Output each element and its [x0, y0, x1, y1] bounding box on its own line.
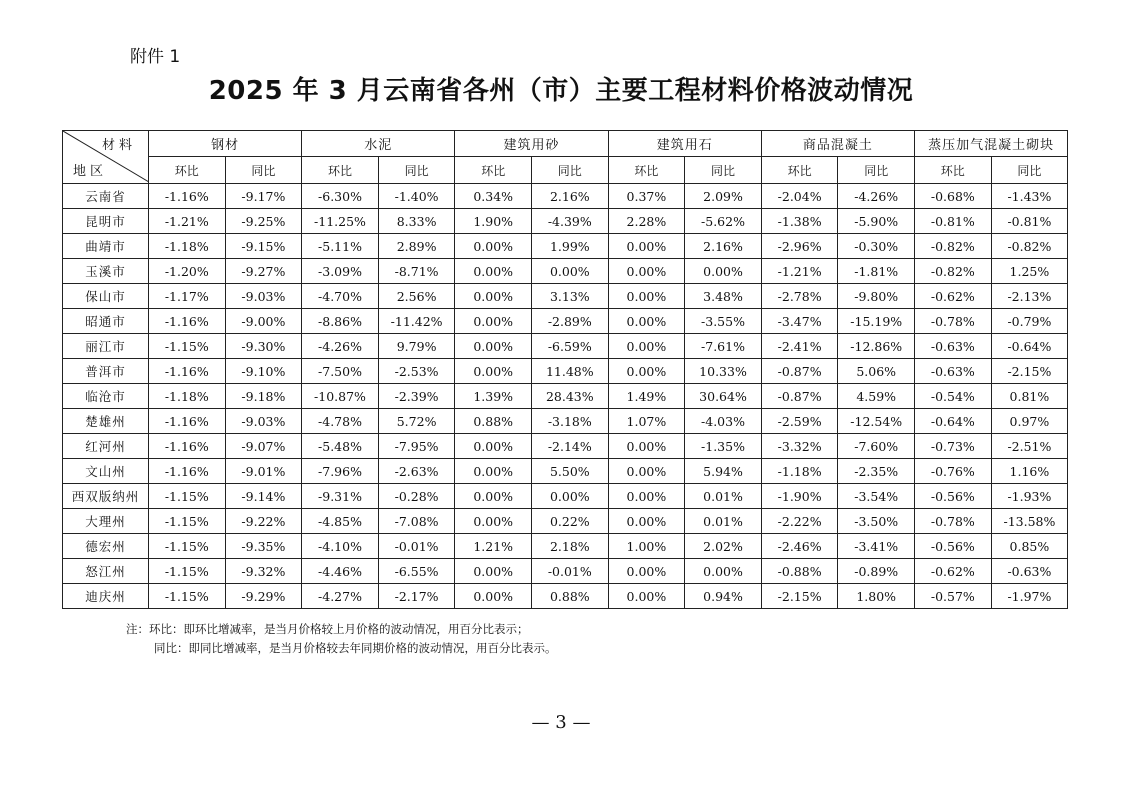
mom-value-cell: -0.82% — [915, 234, 992, 259]
yoy-value-cell: -7.08% — [378, 509, 455, 534]
sub-header-row — [63, 157, 1068, 184]
yoy-value-cell: 5.94% — [685, 459, 762, 484]
yoy-value-cell: -0.30% — [838, 234, 915, 259]
yoy-value-cell: -9.03% — [225, 409, 302, 434]
table-row — [63, 584, 1068, 609]
mom-value-cell: -0.73% — [915, 434, 992, 459]
yoy-value-cell: -13.58% — [991, 509, 1068, 534]
mom-value-cell: 1.07% — [608, 409, 685, 434]
yoy-value-cell: 0.00% — [685, 259, 762, 284]
yoy-value-cell: -1.81% — [838, 259, 915, 284]
table-row — [63, 559, 1068, 584]
mom-value-cell: -2.22% — [761, 509, 838, 534]
region-cell: 保山市 — [63, 284, 149, 309]
mom-value-cell: -3.47% — [761, 309, 838, 334]
yoy-value-cell: 2.02% — [685, 534, 762, 559]
yoy-value-cell: -15.19% — [838, 309, 915, 334]
mom-value-cell: -1.18% — [761, 459, 838, 484]
material-header: 商品混凝土 — [761, 131, 914, 157]
yoy-value-cell: -5.90% — [838, 209, 915, 234]
yoy-value-cell: -0.63% — [991, 559, 1068, 584]
yoy-value-cell: -0.64% — [991, 334, 1068, 359]
yoy-value-cell: -1.93% — [991, 484, 1068, 509]
yoy-value-cell: 1.25% — [991, 259, 1068, 284]
mom-value-cell: 0.00% — [608, 359, 685, 384]
yoy-value-cell: 0.00% — [532, 484, 609, 509]
yoy-value-cell: -9.25% — [225, 209, 302, 234]
table-row — [63, 484, 1068, 509]
yoy-header: 同比 — [685, 157, 762, 184]
footnote-yoy: 同比：即同比增减率，是当月价格较去年同期价格的波动情况，用百分比表示。 — [154, 641, 557, 655]
yoy-value-cell: 0.81% — [991, 384, 1068, 409]
mom-value-cell: -3.32% — [761, 434, 838, 459]
yoy-value-cell: -3.54% — [838, 484, 915, 509]
mom-value-cell: -1.17% — [149, 284, 226, 309]
yoy-header: 同比 — [991, 157, 1068, 184]
yoy-value-cell: -9.01% — [225, 459, 302, 484]
yoy-value-cell: 1.80% — [838, 584, 915, 609]
mom-value-cell: 0.00% — [455, 484, 532, 509]
mom-value-cell: 2.28% — [608, 209, 685, 234]
mom-value-cell: -0.56% — [915, 534, 992, 559]
mom-value-cell: 0.00% — [608, 484, 685, 509]
material-header: 建筑用石 — [608, 131, 761, 157]
yoy-value-cell: 5.72% — [378, 409, 455, 434]
yoy-value-cell: -2.89% — [532, 309, 609, 334]
mom-value-cell: -1.16% — [149, 434, 226, 459]
yoy-value-cell: 9.79% — [378, 334, 455, 359]
yoy-header: 同比 — [225, 157, 302, 184]
yoy-value-cell: -11.42% — [378, 309, 455, 334]
mom-value-cell: -0.57% — [915, 584, 992, 609]
mom-value-cell: -9.31% — [302, 484, 379, 509]
region-cell: 迪庆州 — [63, 584, 149, 609]
region-cell: 大理州 — [63, 509, 149, 534]
yoy-value-cell: -2.35% — [838, 459, 915, 484]
mom-value-cell: 1.21% — [455, 534, 532, 559]
region-cell: 德宏州 — [63, 534, 149, 559]
mom-value-cell: -1.15% — [149, 559, 226, 584]
table-row — [63, 184, 1068, 209]
table-row — [63, 384, 1068, 409]
mom-value-cell: 1.49% — [608, 384, 685, 409]
yoy-value-cell: -1.35% — [685, 434, 762, 459]
yoy-value-cell: 3.48% — [685, 284, 762, 309]
mom-value-cell: -0.63% — [915, 359, 992, 384]
mom-value-cell: -0.64% — [915, 409, 992, 434]
table-body — [63, 184, 1068, 609]
mom-value-cell: 1.39% — [455, 384, 532, 409]
mom-value-cell: -2.78% — [761, 284, 838, 309]
mom-value-cell: -4.26% — [302, 334, 379, 359]
corner-cell — [63, 131, 149, 184]
mom-value-cell: 0.88% — [455, 409, 532, 434]
mom-value-cell: 1.00% — [608, 534, 685, 559]
yoy-value-cell: -2.15% — [991, 359, 1068, 384]
yoy-value-cell: -1.43% — [991, 184, 1068, 209]
material-header: 蒸压加气混凝土砌块 — [915, 131, 1068, 157]
mom-value-cell: -0.82% — [915, 259, 992, 284]
table-header — [63, 131, 1068, 184]
yoy-value-cell: -9.80% — [838, 284, 915, 309]
region-cell: 丽江市 — [63, 334, 149, 359]
mom-value-cell: -0.78% — [915, 309, 992, 334]
yoy-value-cell: -3.41% — [838, 534, 915, 559]
region-cell: 曲靖市 — [63, 234, 149, 259]
footnotes — [126, 620, 557, 658]
yoy-value-cell: -0.28% — [378, 484, 455, 509]
mom-value-cell: -0.56% — [915, 484, 992, 509]
region-cell: 红河州 — [63, 434, 149, 459]
mom-value-cell: -6.30% — [302, 184, 379, 209]
yoy-value-cell: 30.64% — [685, 384, 762, 409]
yoy-value-cell: -2.39% — [378, 384, 455, 409]
yoy-value-cell: -4.39% — [532, 209, 609, 234]
yoy-value-cell: 0.00% — [685, 559, 762, 584]
mom-value-cell: -1.15% — [149, 584, 226, 609]
table-row — [63, 234, 1068, 259]
yoy-value-cell: 2.18% — [532, 534, 609, 559]
mom-value-cell: -4.70% — [302, 284, 379, 309]
mom-value-cell: -2.41% — [761, 334, 838, 359]
yoy-value-cell: 0.97% — [991, 409, 1068, 434]
yoy-value-cell: 28.43% — [532, 384, 609, 409]
mom-value-cell: 0.00% — [608, 459, 685, 484]
yoy-value-cell: 11.48% — [532, 359, 609, 384]
mom-value-cell: 0.00% — [608, 584, 685, 609]
mom-value-cell: -1.15% — [149, 534, 226, 559]
yoy-value-cell: -9.15% — [225, 234, 302, 259]
table-row — [63, 284, 1068, 309]
yoy-value-cell: -4.26% — [838, 184, 915, 209]
yoy-value-cell: -3.55% — [685, 309, 762, 334]
mom-value-cell: -7.96% — [302, 459, 379, 484]
mom-value-cell: 0.00% — [455, 559, 532, 584]
yoy-value-cell: -9.35% — [225, 534, 302, 559]
mom-value-cell: 0.00% — [608, 284, 685, 309]
mom-header: 环比 — [915, 157, 992, 184]
mom-value-cell: -0.54% — [915, 384, 992, 409]
material-header-row — [63, 131, 1068, 157]
table-row — [63, 309, 1068, 334]
table-row — [63, 359, 1068, 384]
yoy-value-cell: -7.95% — [378, 434, 455, 459]
mom-header: 环比 — [455, 157, 532, 184]
yoy-value-cell: -7.61% — [685, 334, 762, 359]
mom-value-cell: 0.00% — [608, 234, 685, 259]
mom-value-cell: -0.78% — [915, 509, 992, 534]
material-header: 钢材 — [149, 131, 302, 157]
yoy-value-cell: -9.14% — [225, 484, 302, 509]
yoy-value-cell: -7.60% — [838, 434, 915, 459]
region-cell: 西双版纳州 — [63, 484, 149, 509]
yoy-value-cell: 2.16% — [685, 234, 762, 259]
mom-value-cell: -1.16% — [149, 459, 226, 484]
mom-value-cell: 0.00% — [608, 309, 685, 334]
table-row — [63, 259, 1068, 284]
mom-value-cell: -1.16% — [149, 409, 226, 434]
yoy-value-cell: -9.18% — [225, 384, 302, 409]
corner-material-label: 材料 — [101, 138, 136, 153]
yoy-value-cell: 1.16% — [991, 459, 1068, 484]
table-row — [63, 334, 1068, 359]
yoy-value-cell: -9.07% — [225, 434, 302, 459]
yoy-value-cell: -1.40% — [378, 184, 455, 209]
page-title: 2025 年 3 月云南省各州（市）主要工程材料价格波动情况 — [208, 76, 914, 106]
yoy-header: 同比 — [378, 157, 455, 184]
mom-value-cell: -1.38% — [761, 209, 838, 234]
region-cell: 玉溪市 — [63, 259, 149, 284]
yoy-value-cell: -9.30% — [225, 334, 302, 359]
yoy-value-cell: -12.54% — [838, 409, 915, 434]
yoy-value-cell: 5.50% — [532, 459, 609, 484]
mom-value-cell: -2.59% — [761, 409, 838, 434]
mom-value-cell: -1.15% — [149, 334, 226, 359]
table-row — [63, 409, 1068, 434]
mom-value-cell: -1.18% — [149, 234, 226, 259]
mom-value-cell: -7.50% — [302, 359, 379, 384]
yoy-value-cell: 2.09% — [685, 184, 762, 209]
yoy-value-cell: -8.71% — [378, 259, 455, 284]
mom-value-cell: 1.90% — [455, 209, 532, 234]
yoy-header: 同比 — [838, 157, 915, 184]
mom-value-cell: 0.00% — [608, 559, 685, 584]
mom-value-cell: -10.87% — [302, 384, 379, 409]
yoy-value-cell: -2.63% — [378, 459, 455, 484]
mom-value-cell: 0.00% — [455, 584, 532, 609]
yoy-value-cell: 2.56% — [378, 284, 455, 309]
yoy-value-cell: 8.33% — [378, 209, 455, 234]
mom-value-cell: 0.00% — [455, 284, 532, 309]
mom-value-cell: -0.68% — [915, 184, 992, 209]
mom-value-cell: -1.20% — [149, 259, 226, 284]
mom-value-cell: 0.00% — [455, 509, 532, 534]
mom-value-cell: -0.81% — [915, 209, 992, 234]
yoy-value-cell: 2.16% — [532, 184, 609, 209]
yoy-value-cell: -9.03% — [225, 284, 302, 309]
mom-value-cell: -3.09% — [302, 259, 379, 284]
mom-value-cell: -1.16% — [149, 359, 226, 384]
mom-value-cell: -5.48% — [302, 434, 379, 459]
mom-value-cell: -0.63% — [915, 334, 992, 359]
mom-value-cell: -2.96% — [761, 234, 838, 259]
mom-value-cell: 0.37% — [608, 184, 685, 209]
yoy-value-cell: 0.22% — [532, 509, 609, 534]
yoy-value-cell: -2.14% — [532, 434, 609, 459]
table-row — [63, 459, 1068, 484]
mom-value-cell: -4.10% — [302, 534, 379, 559]
table-row — [63, 534, 1068, 559]
mom-value-cell: 0.00% — [455, 334, 532, 359]
corner-region-label: 地区 — [73, 164, 108, 179]
mom-value-cell: -1.15% — [149, 509, 226, 534]
mom-value-cell: -8.86% — [302, 309, 379, 334]
region-cell: 云南省 — [63, 184, 149, 209]
table-row — [63, 209, 1068, 234]
mom-value-cell: 0.00% — [608, 434, 685, 459]
mom-value-cell: 0.00% — [608, 259, 685, 284]
mom-header: 环比 — [149, 157, 226, 184]
yoy-value-cell: -2.17% — [378, 584, 455, 609]
mom-value-cell: -2.15% — [761, 584, 838, 609]
region-cell: 楚雄州 — [63, 409, 149, 434]
yoy-value-cell: -0.79% — [991, 309, 1068, 334]
table-row — [63, 434, 1068, 459]
mom-value-cell: -1.15% — [149, 484, 226, 509]
yoy-value-cell: 10.33% — [685, 359, 762, 384]
yoy-value-cell: -9.27% — [225, 259, 302, 284]
yoy-value-cell: 0.85% — [991, 534, 1068, 559]
region-cell: 临沧市 — [63, 384, 149, 409]
yoy-value-cell: -3.18% — [532, 409, 609, 434]
mom-value-cell: -0.76% — [915, 459, 992, 484]
yoy-value-cell: 0.94% — [685, 584, 762, 609]
yoy-value-cell: -3.50% — [838, 509, 915, 534]
yoy-value-cell: -1.97% — [991, 584, 1068, 609]
yoy-value-cell: -0.01% — [378, 534, 455, 559]
footnote-mom: 注：环比：即环比增减率，是当月价格较上月价格的波动情况，用百分比表示； — [126, 622, 529, 636]
page-number: — 3 — — [531, 712, 591, 733]
mom-value-cell: -1.16% — [149, 184, 226, 209]
mom-header: 环比 — [302, 157, 379, 184]
mom-value-cell: -0.62% — [915, 559, 992, 584]
region-cell: 普洱市 — [63, 359, 149, 384]
yoy-header: 同比 — [532, 157, 609, 184]
yoy-value-cell: -2.13% — [991, 284, 1068, 309]
yoy-value-cell: -9.10% — [225, 359, 302, 384]
annex-label: 附件 1 — [130, 47, 181, 67]
yoy-value-cell: -4.03% — [685, 409, 762, 434]
mom-value-cell: -0.87% — [761, 359, 838, 384]
mom-value-cell: -1.90% — [761, 484, 838, 509]
region-cell: 文山州 — [63, 459, 149, 484]
yoy-value-cell: -9.22% — [225, 509, 302, 534]
table-row — [63, 509, 1068, 534]
yoy-value-cell: 1.99% — [532, 234, 609, 259]
mom-header: 环比 — [761, 157, 838, 184]
yoy-value-cell: -5.62% — [685, 209, 762, 234]
yoy-value-cell: 0.00% — [532, 259, 609, 284]
material-header: 建筑用砂 — [455, 131, 608, 157]
yoy-value-cell: 0.01% — [685, 484, 762, 509]
mom-value-cell: -2.46% — [761, 534, 838, 559]
mom-value-cell: -0.88% — [761, 559, 838, 584]
mom-value-cell: -1.16% — [149, 309, 226, 334]
region-cell: 昆明市 — [63, 209, 149, 234]
mom-value-cell: -4.78% — [302, 409, 379, 434]
mom-value-cell: 0.00% — [455, 234, 532, 259]
yoy-value-cell: -9.17% — [225, 184, 302, 209]
material-header: 水泥 — [302, 131, 455, 157]
mom-value-cell: -0.62% — [915, 284, 992, 309]
yoy-value-cell: 0.01% — [685, 509, 762, 534]
mom-value-cell: 0.00% — [608, 509, 685, 534]
yoy-value-cell: -0.81% — [991, 209, 1068, 234]
mom-value-cell: -4.46% — [302, 559, 379, 584]
region-cell: 怒江州 — [63, 559, 149, 584]
yoy-value-cell: -6.55% — [378, 559, 455, 584]
yoy-value-cell: 2.89% — [378, 234, 455, 259]
mom-value-cell: -0.87% — [761, 384, 838, 409]
mom-value-cell: -1.21% — [761, 259, 838, 284]
region-cell: 昭通市 — [63, 309, 149, 334]
yoy-value-cell: 3.13% — [532, 284, 609, 309]
mom-value-cell: -4.27% — [302, 584, 379, 609]
mom-value-cell: 0.00% — [455, 309, 532, 334]
yoy-value-cell: -2.53% — [378, 359, 455, 384]
yoy-value-cell: -6.59% — [532, 334, 609, 359]
yoy-value-cell: -12.86% — [838, 334, 915, 359]
mom-value-cell: 0.00% — [455, 434, 532, 459]
mom-value-cell: -11.25% — [302, 209, 379, 234]
mom-value-cell: -5.11% — [302, 234, 379, 259]
yoy-value-cell: -9.00% — [225, 309, 302, 334]
yoy-value-cell: -0.82% — [991, 234, 1068, 259]
price-table — [62, 130, 1068, 609]
mom-value-cell: 0.00% — [455, 259, 532, 284]
mom-value-cell: 0.00% — [455, 359, 532, 384]
mom-value-cell: -1.21% — [149, 209, 226, 234]
yoy-value-cell: 0.88% — [532, 584, 609, 609]
yoy-value-cell: -0.89% — [838, 559, 915, 584]
mom-value-cell: -1.18% — [149, 384, 226, 409]
mom-value-cell: 0.00% — [455, 459, 532, 484]
yoy-value-cell: 4.59% — [838, 384, 915, 409]
yoy-value-cell: -2.51% — [991, 434, 1068, 459]
mom-value-cell: -4.85% — [302, 509, 379, 534]
mom-value-cell: -2.04% — [761, 184, 838, 209]
mom-header: 环比 — [608, 157, 685, 184]
yoy-value-cell: -9.32% — [225, 559, 302, 584]
mom-value-cell: 0.00% — [608, 334, 685, 359]
mom-value-cell: 0.34% — [455, 184, 532, 209]
yoy-value-cell: 5.06% — [838, 359, 915, 384]
yoy-value-cell: -0.01% — [532, 559, 609, 584]
yoy-value-cell: -9.29% — [225, 584, 302, 609]
